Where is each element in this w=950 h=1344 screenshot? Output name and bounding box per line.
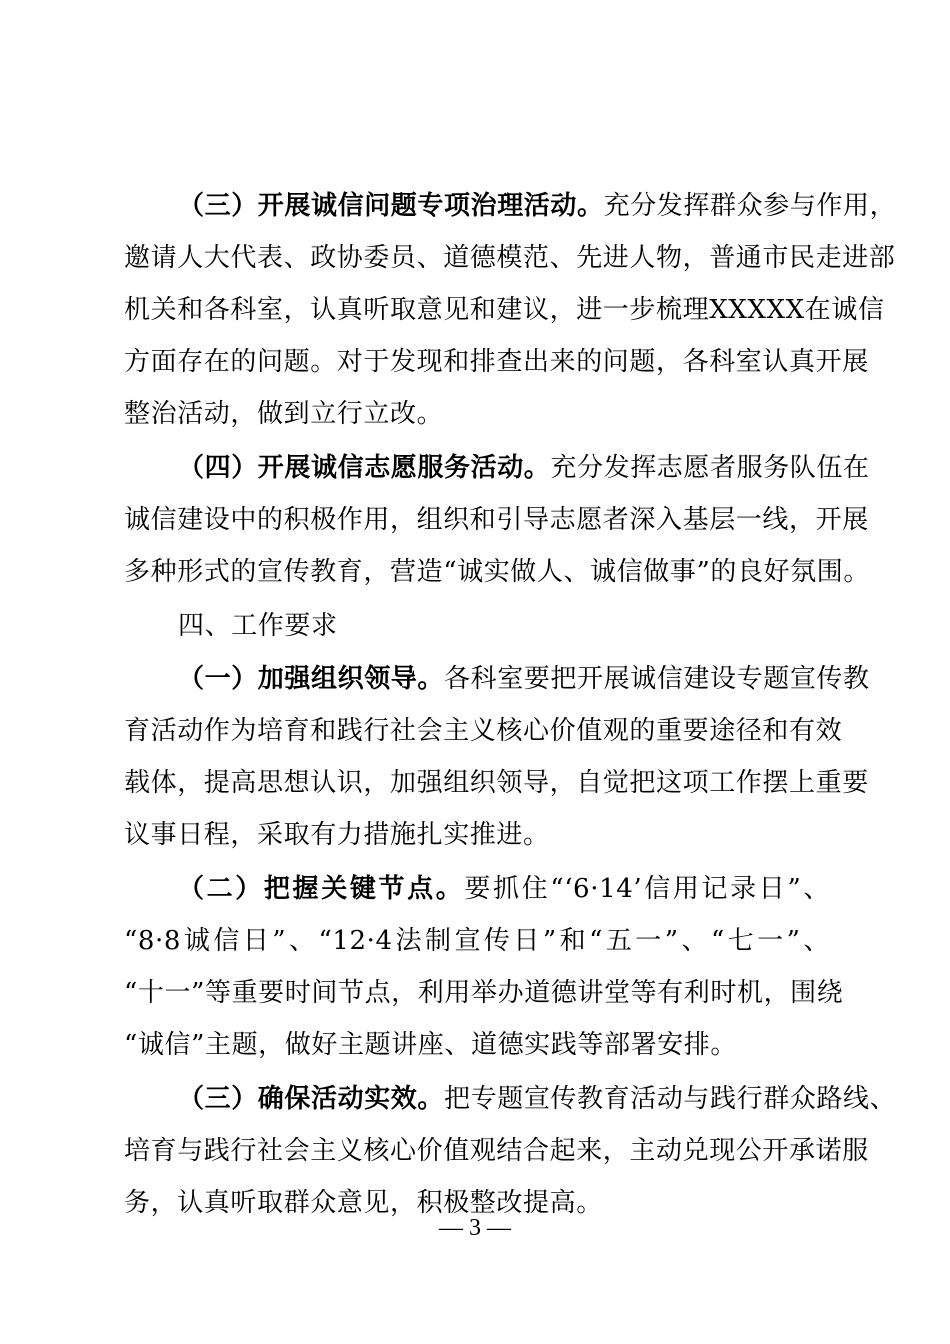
paragraph-1-line-1 xyxy=(124,180,897,232)
paragraph-3-heading: （一）加强组织领导。 xyxy=(178,664,445,694)
paragraph-1-heading: （三）开展诚信问题专项治理活动。 xyxy=(178,191,604,221)
paragraph-2-text: 充分发挥志愿者服务队伍在 xyxy=(550,453,870,483)
paragraph-4-line-4: “诚信”主题，做好主题讲座、道德实践等部署安排。 xyxy=(124,1030,737,1060)
paragraph-4-line-3: “十一”等重要时间节点，利用举办道德讲堂等有利时机，围绕 xyxy=(124,978,844,1008)
paragraph-2-line-2: 诚信建设中的积极作用，组织和引导志愿者深入基层一线，开展 xyxy=(124,505,869,535)
paragraph-4-line-1 xyxy=(124,863,830,915)
paragraph-5-text: 把专题宣传教育活动与践行群众路线、 xyxy=(444,1084,897,1114)
paragraph-5-line-1 xyxy=(124,1073,897,1125)
paragraph-1-line-5: 整治活动，做到立行立改。 xyxy=(124,399,444,429)
paragraph-1-line-2: 邀请人大代表、政协委员、道德模范、先进人物，普通市民走进部 xyxy=(124,243,896,273)
paragraph-3-text: 各科室要把开展诚信建设专题宣传教 xyxy=(444,664,870,694)
paragraph-3-line-2: 育活动作为培育和践行社会主义核心价值观的重要途径和有效 xyxy=(124,716,843,746)
paragraph-3-line-1 xyxy=(124,653,870,705)
paragraph-1-line-3: 机关和各科室，认真听取意见和建议，进一步梳理XXXXX在诚信 xyxy=(124,295,885,325)
paragraph-5-heading: （三）确保活动实效。 xyxy=(178,1084,445,1114)
paragraph-2-heading: （四）开展诚信志愿服务活动。 xyxy=(178,453,551,483)
paragraph-1-line-4: 方面存在的问题。对于发现和排查出来的问题，各科室认真开展 xyxy=(124,347,869,377)
paragraph-2-line-1 xyxy=(124,442,870,494)
paragraph-4-heading: （二）把握关键节点。 xyxy=(178,874,465,904)
paragraph-3-line-4: 议事日程，采取有力措施扎实推进。 xyxy=(124,820,550,850)
paragraph-3-line-3: 载体，提高思想认识，加强组织领导，自觉把这项工作摆上重要 xyxy=(124,768,869,798)
paragraph-1-text: 充分发挥群众参与作用， xyxy=(603,191,897,221)
page-number: — 3 — xyxy=(439,1215,511,1241)
paragraph-4-text: 要抓住“‘6·14’信用记录日”、 xyxy=(464,874,830,904)
paragraph-4-line-2: “8·8诚信日”、“12·4法制宣传日”和“五一”、“七一”、 xyxy=(124,926,830,956)
paragraph-5-line-3: 务，认真听取群众意见，积极整改提高。 xyxy=(124,1188,603,1218)
paragraph-2-line-3: 多种形式的宣传教育，营造“诚实做人、诚信做事”的良好氛围。 xyxy=(124,557,870,587)
section-heading: 四、工作要求 xyxy=(178,611,338,641)
paragraph-5-line-2: 培育与践行社会主义核心价值观结合起来，主动兑现公开承诺服 xyxy=(124,1136,869,1166)
